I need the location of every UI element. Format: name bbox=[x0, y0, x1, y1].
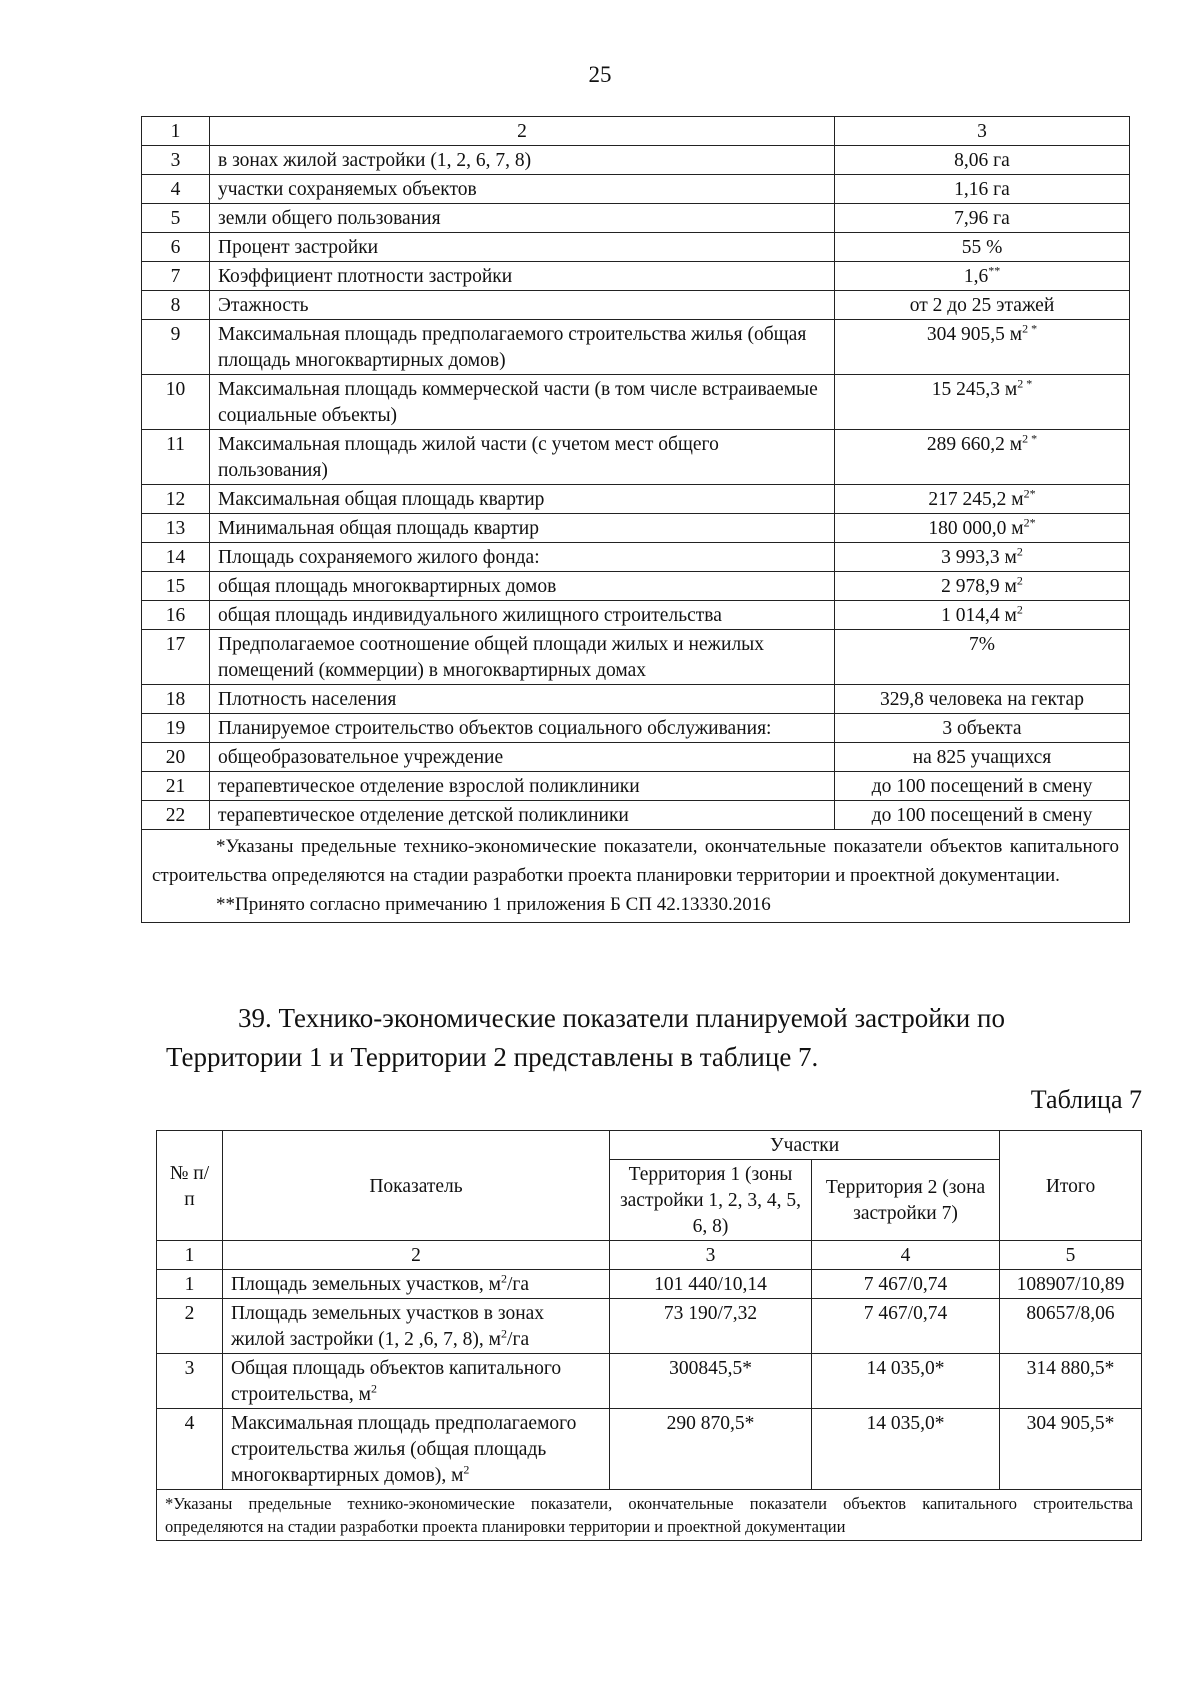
header-cell: 3 bbox=[835, 117, 1130, 146]
value-superscript: 2* bbox=[1023, 515, 1036, 530]
row-value bbox=[835, 772, 1130, 801]
row-number: 3 bbox=[157, 1354, 223, 1409]
page-number: 25 bbox=[588, 62, 612, 87]
note-limits: *Указаны предельные технико-экономические показатели, окончательные показатели объектов капитального строительства определяются на стадии разработки проекта планировки территории и проектной документации. bbox=[152, 836, 1119, 886]
territory-1-value: 101 440/10,14 bbox=[610, 1270, 812, 1299]
row-label bbox=[223, 1270, 610, 1299]
row-label: Коэффициент плотности застройки bbox=[210, 262, 835, 291]
value-text: 55 % bbox=[961, 237, 1003, 258]
row-label: Минимальная общая площадь квартир bbox=[210, 514, 835, 543]
table-row bbox=[142, 262, 1130, 291]
header-total: Итого bbox=[1000, 1131, 1142, 1241]
table-note-row bbox=[157, 1490, 1142, 1541]
row-value bbox=[835, 320, 1130, 375]
table-note-row bbox=[142, 830, 1130, 923]
row-number: 11 bbox=[142, 430, 210, 485]
total-value: 80657/8,06 bbox=[1000, 1299, 1142, 1354]
table-row bbox=[142, 291, 1130, 320]
row-value bbox=[835, 514, 1130, 543]
label-text: Максимальная площадь предполагаемого строительства жилья (общая площадь многоквартирных домов), м bbox=[231, 1413, 577, 1486]
row-number: 21 bbox=[142, 772, 210, 801]
table-row bbox=[142, 543, 1130, 572]
row-number: 4 bbox=[157, 1409, 223, 1490]
paragraph-line-1: 39. Технико-экономические показатели планируемой застройки по bbox=[238, 1003, 1005, 1033]
row-number: 16 bbox=[142, 601, 210, 630]
value-text: 289 660,2 м bbox=[926, 434, 1023, 455]
table-index-row bbox=[157, 1241, 1142, 1270]
territory-2-value: 14 035,0* bbox=[812, 1354, 1000, 1409]
row-value bbox=[835, 204, 1130, 233]
row-value bbox=[835, 233, 1130, 262]
label-text: Площадь земельных участков в зонах жилой застройки (1, 2 ,6, 7, 8), м bbox=[231, 1303, 545, 1350]
label-superscript: 2 bbox=[463, 1462, 470, 1477]
row-value bbox=[835, 572, 1130, 601]
territory-2-value: 7 467/0,74 bbox=[812, 1299, 1000, 1354]
value-text: от 2 до 25 этажей bbox=[909, 295, 1055, 316]
value-text: 304 905,5 м bbox=[926, 324, 1023, 345]
row-label bbox=[223, 1354, 610, 1409]
row-value bbox=[835, 485, 1130, 514]
row-label: терапевтическое отделение детской поликлиники bbox=[210, 801, 835, 830]
table-header-row bbox=[157, 1131, 1142, 1160]
label-text: Площадь земельных участков, м bbox=[231, 1274, 501, 1295]
row-value bbox=[835, 146, 1130, 175]
value-text: 1,16 га bbox=[954, 179, 1010, 200]
row-number: 22 bbox=[142, 801, 210, 830]
indicators-table-continued bbox=[141, 116, 1130, 923]
paragraph-line-2: Территории 1 и Территории 2 представлены в таблице 7. bbox=[166, 1042, 819, 1072]
row-number: 19 bbox=[142, 714, 210, 743]
value-superscript: 2 * bbox=[1017, 376, 1033, 391]
row-number: 18 bbox=[142, 685, 210, 714]
value-text: 15 245,3 м bbox=[931, 379, 1018, 400]
index-cell: 3 bbox=[610, 1241, 812, 1270]
table-row bbox=[157, 1409, 1142, 1490]
header-plots: Участки bbox=[610, 1131, 1000, 1160]
row-number: 14 bbox=[142, 543, 210, 572]
index-cell: 2 bbox=[223, 1241, 610, 1270]
header-indicator: Показатель bbox=[223, 1131, 610, 1241]
table-row bbox=[142, 146, 1130, 175]
row-label: Максимальная площадь предполагаемого строительства жилья (общая площадь многоквартирных домов) bbox=[210, 320, 835, 375]
row-number: 15 bbox=[142, 572, 210, 601]
row-value bbox=[835, 430, 1130, 485]
row-number: 2 bbox=[157, 1299, 223, 1354]
table-row bbox=[142, 175, 1130, 204]
value-superscript: 2 bbox=[1016, 602, 1023, 617]
row-label: в зонах жилой застройки (1, 2, 6, 7, 8) bbox=[210, 146, 835, 175]
label-superscript: 2 bbox=[500, 1271, 507, 1286]
table-row bbox=[142, 714, 1130, 743]
row-value bbox=[835, 714, 1130, 743]
row-number: 3 bbox=[142, 146, 210, 175]
row-number: 1 bbox=[157, 1270, 223, 1299]
label-superscript: 2 bbox=[371, 1381, 378, 1396]
table-row bbox=[142, 485, 1130, 514]
value-superscript: 2 * bbox=[1022, 431, 1038, 446]
table-row bbox=[157, 1270, 1142, 1299]
territory-2-value: 7 467/0,74 bbox=[812, 1270, 1000, 1299]
row-number: 20 bbox=[142, 743, 210, 772]
value-superscript: 2* bbox=[1023, 486, 1036, 501]
row-label: Плотность населения bbox=[210, 685, 835, 714]
value-text: 1,6 bbox=[963, 266, 989, 287]
row-value bbox=[835, 291, 1130, 320]
row-number: 6 bbox=[142, 233, 210, 262]
value-text: 3 993,3 м bbox=[941, 547, 1017, 568]
note-source: **Принято согласно примечанию 1 приложения Б СП 42.13330.2016 bbox=[216, 894, 771, 915]
value-superscript: 2 bbox=[1016, 544, 1023, 559]
row-value bbox=[835, 262, 1130, 291]
table-row bbox=[142, 601, 1130, 630]
value-text: 180 000,0 м bbox=[928, 518, 1024, 539]
row-label: Предполагаемое соотношение общей площади жилых и нежилых помещений (коммерции) в многоквартирных домах bbox=[210, 630, 835, 685]
territory-1-value: 290 870,5* bbox=[610, 1409, 812, 1490]
row-label: Процент застройки bbox=[210, 233, 835, 262]
total-value: 108907/10,89 bbox=[1000, 1270, 1142, 1299]
territory-1-value: 300845,5* bbox=[610, 1354, 812, 1409]
label-tail: /га bbox=[507, 1329, 530, 1350]
table-row bbox=[142, 801, 1130, 830]
row-value bbox=[835, 601, 1130, 630]
row-value bbox=[835, 375, 1130, 430]
value-text: на 825 учащихся bbox=[912, 747, 1052, 768]
table-row bbox=[157, 1299, 1142, 1354]
row-number: 9 bbox=[142, 320, 210, 375]
table-row bbox=[142, 320, 1130, 375]
row-number: 17 bbox=[142, 630, 210, 685]
table-header-row bbox=[142, 117, 1130, 146]
row-value bbox=[835, 685, 1130, 714]
value-text: 217 245,2 м bbox=[928, 489, 1024, 510]
row-label: Максимальная площадь жилой части (с учетом мест общего пользования) bbox=[210, 430, 835, 485]
row-number: 5 bbox=[142, 204, 210, 233]
row-label: общая площадь индивидуального жилищного строительства bbox=[210, 601, 835, 630]
paragraph-39-cont bbox=[166, 1037, 818, 1077]
value-text: 1 014,4 м bbox=[941, 605, 1017, 626]
value-text: 3 объекта bbox=[942, 718, 1022, 739]
table-row bbox=[142, 233, 1130, 262]
value-superscript: ** bbox=[988, 263, 1001, 278]
paragraph-39 bbox=[166, 998, 1141, 1038]
row-number: 4 bbox=[142, 175, 210, 204]
value-text: до 100 посещений в смену bbox=[871, 805, 1093, 826]
table-caption: Таблица 7 bbox=[1030, 1085, 1142, 1114]
table-row bbox=[142, 572, 1130, 601]
row-label bbox=[223, 1299, 610, 1354]
row-value bbox=[835, 630, 1130, 685]
total-value: 304 905,5* bbox=[1000, 1409, 1142, 1490]
value-text: 329,8 человека на гектар bbox=[880, 689, 1084, 710]
table-row bbox=[142, 630, 1130, 685]
row-number: 12 bbox=[142, 485, 210, 514]
row-value bbox=[835, 801, 1130, 830]
row-label: Этажность bbox=[210, 291, 835, 320]
index-cell: 4 bbox=[812, 1241, 1000, 1270]
table-row bbox=[142, 375, 1130, 430]
header-cell: 1 bbox=[142, 117, 210, 146]
row-label: Планируемое строительство объектов социального обслуживания: bbox=[210, 714, 835, 743]
row-label: участки сохраняемых объектов bbox=[210, 175, 835, 204]
value-text: 8,06 га bbox=[954, 150, 1010, 171]
territory-1-value: 73 190/7,32 bbox=[610, 1299, 812, 1354]
table-row bbox=[142, 772, 1130, 801]
table-7 bbox=[156, 1130, 1142, 1541]
table-note: *Указаны предельные технико-экономические показатели, окончательные показатели объектов капитального строительства определяются на стадии разработки проекта планировки территории и проектной документации bbox=[157, 1490, 1142, 1541]
row-number: 8 bbox=[142, 291, 210, 320]
row-value bbox=[835, 743, 1130, 772]
header-territory-2: Территория 2 (зона застройки 7) bbox=[812, 1160, 1000, 1241]
row-label: земли общего пользования bbox=[210, 204, 835, 233]
row-label: общеобразовательное учреждение bbox=[210, 743, 835, 772]
label-tail: /га bbox=[506, 1274, 530, 1295]
label-text: Общая площадь объектов капитального строительства, м bbox=[231, 1358, 562, 1405]
value-text: 7% bbox=[969, 634, 995, 655]
row-number: 10 bbox=[142, 375, 210, 430]
row-number: 7 bbox=[142, 262, 210, 291]
row-label: общая площадь многоквартирных домов bbox=[210, 572, 835, 601]
value-superscript: 2 * bbox=[1022, 321, 1038, 336]
table-row bbox=[142, 514, 1130, 543]
index-cell: 1 bbox=[157, 1241, 223, 1270]
table-row bbox=[157, 1354, 1142, 1409]
value-text: 2 978,9 м bbox=[941, 576, 1017, 597]
total-value: 314 880,5* bbox=[1000, 1354, 1142, 1409]
territory-2-value: 14 035,0* bbox=[812, 1409, 1000, 1490]
value-text: 7,96 га bbox=[954, 208, 1010, 229]
table-row bbox=[142, 743, 1130, 772]
row-label: Максимальная площадь коммерческой части (в том числе встраиваемые социальные объекты) bbox=[210, 375, 835, 430]
table-note bbox=[142, 830, 1130, 923]
row-label: терапевтическое отделение взрослой поликлиники bbox=[210, 772, 835, 801]
value-superscript: 2 bbox=[1016, 573, 1023, 588]
row-value bbox=[835, 175, 1130, 204]
row-label: Площадь сохраняемого жилого фонда: bbox=[210, 543, 835, 572]
index-cell: 5 bbox=[1000, 1241, 1142, 1270]
value-text: до 100 посещений в смену bbox=[871, 776, 1093, 797]
header-territory-1: Территория 1 (зоны застройки 1, 2, 3, 4, 5, 6, 8) bbox=[610, 1160, 812, 1241]
table-row bbox=[142, 204, 1130, 233]
row-label: Максимальная общая площадь квартир bbox=[210, 485, 835, 514]
row-label bbox=[223, 1409, 610, 1490]
header-no: № п/п bbox=[157, 1131, 223, 1241]
row-number: 13 bbox=[142, 514, 210, 543]
row-value bbox=[835, 543, 1130, 572]
header-cell: 2 bbox=[210, 117, 835, 146]
table-row bbox=[142, 430, 1130, 485]
label-superscript: 2 bbox=[501, 1326, 508, 1341]
table-row bbox=[142, 685, 1130, 714]
